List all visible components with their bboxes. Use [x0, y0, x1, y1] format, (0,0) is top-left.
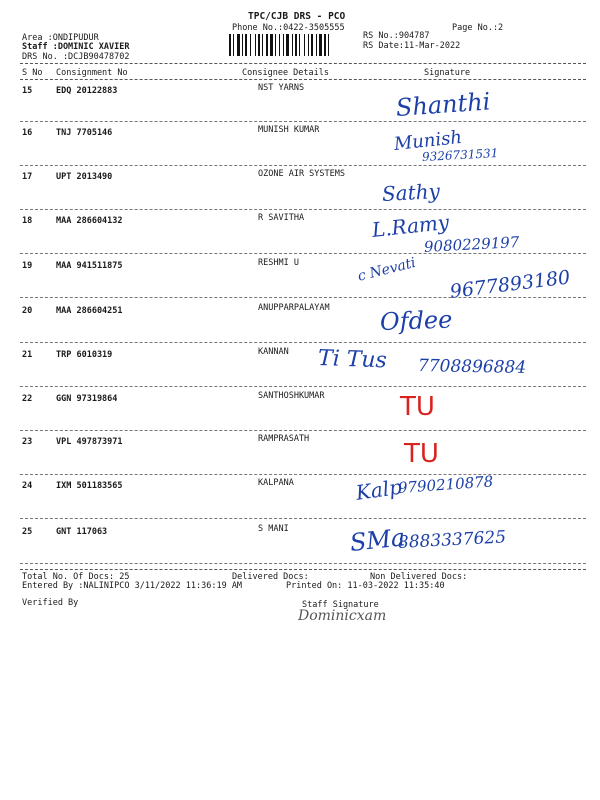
row-consignment-number: VPL 497873971	[56, 437, 123, 447]
row-consignee-name: SANTHOSHKUMAR	[258, 391, 325, 401]
row-consignment-number: EDQ 20122883	[56, 86, 118, 96]
row-consignee-name: ANUPPARPALAYAM	[258, 303, 330, 313]
non-delivered-docs: Non Delivered Docs:	[370, 572, 468, 582]
row-consignee-name: MUNISH KUMAR	[258, 125, 320, 135]
area-label: Area :ONDIPUDUR	[22, 33, 99, 43]
staff-signature-handwriting: Dominicxam	[298, 608, 387, 624]
row-signature-handwriting: Munish	[392, 126, 463, 155]
row-signature-handwriting: SMa	[348, 523, 407, 557]
row-signature-handwriting: Sathy	[381, 178, 441, 206]
row-consignment-number: MAA 286604132	[56, 216, 123, 226]
consignment-row	[0, 346, 600, 394]
phone-number: Phone No.:0422-3505555	[232, 23, 345, 33]
row-consignee-name: R SAVITHA	[258, 213, 305, 223]
row-serial-number: 22	[22, 394, 33, 404]
row-signature-handwriting: L.Ramy	[370, 209, 451, 242]
row-consignment-number: GNT 117063	[56, 527, 108, 537]
verified-by-label: Verified By	[22, 598, 79, 608]
row-divider	[20, 430, 586, 431]
consignment-row	[0, 523, 600, 571]
row-signature-handwriting: Shanthi	[395, 87, 492, 122]
row-handwritten-phone: 9080229197	[423, 233, 520, 256]
footer-divider	[20, 569, 586, 570]
row-serial-number: 23	[22, 437, 33, 447]
row-divider	[20, 386, 586, 387]
row-divider	[20, 518, 586, 519]
row-consignee-name: KANNAN	[258, 347, 289, 357]
row-handwritten-phone: 9677893180	[448, 266, 572, 303]
row-consignee-name: RAMPRASATH	[258, 434, 310, 444]
staff-label: Staff :DOMINIC XAVIER	[22, 42, 130, 52]
col-header-signature: Signature	[424, 68, 471, 78]
rs-date: RS Date:11-Mar-2022	[363, 41, 461, 51]
row-serial-number: 21	[22, 350, 33, 360]
row-divider	[20, 563, 586, 564]
row-serial-number: 16	[22, 128, 33, 138]
row-signature-handwriting: Ti Tus	[317, 346, 388, 374]
document-title: TPC/CJB DRS - PCO	[248, 11, 346, 22]
row-divider	[20, 474, 586, 475]
row-serial-number: 17	[22, 172, 33, 182]
row-consignment-number: UPT 2013490	[56, 172, 113, 182]
consignment-row	[0, 83, 600, 130]
row-signature-handwriting: Kalp	[354, 474, 404, 505]
row-consignee-name: NST YARNS	[258, 83, 305, 93]
row-consignment-number: GGN 97319864	[56, 394, 118, 404]
consignment-row	[0, 303, 600, 350]
row-divider	[20, 165, 586, 166]
row-consignee-name: OZONE AIR SYSTEMS	[258, 169, 345, 179]
row-consignee-name: S MANI	[258, 524, 289, 534]
page-number: Page No.:2	[452, 23, 504, 33]
row-consignment-number: TRP 6010319	[56, 350, 113, 360]
row-handwritten-phone: 7708896884	[417, 356, 527, 378]
row-consignment-number: MAA 286604251	[56, 306, 123, 316]
row-consignee-name: RESHMI U	[258, 258, 299, 268]
row-consignee-name: KALPANA	[258, 478, 294, 488]
barcode-image	[228, 34, 360, 56]
row-divider	[20, 297, 586, 298]
row-serial-number: 18	[22, 216, 33, 226]
column-header-divider	[20, 79, 586, 80]
row-consignment-number: IXM 501183565	[56, 481, 123, 491]
row-divider	[20, 121, 586, 122]
printed-on: Printed On: 11-03-2022 11:35:40	[286, 581, 445, 591]
drs-number: DRS No. :DCJB90478702	[22, 52, 130, 62]
staff-signature-label: Staff Signature	[302, 600, 379, 610]
row-signature-handwriting: Ofdee	[379, 305, 453, 336]
col-header-sno: S No	[22, 68, 43, 78]
header-divider	[20, 63, 586, 64]
consignment-row	[0, 391, 600, 438]
row-divider	[20, 253, 586, 254]
row-consignment-number: TNJ 7705146	[56, 128, 113, 138]
row-signature-handwriting: TU	[404, 439, 439, 469]
consignment-row	[0, 254, 600, 305]
row-handwritten-phone: 9326731531	[421, 146, 499, 164]
row-handwritten-phone: 8883337625	[397, 527, 507, 553]
row-serial-number: 19	[22, 261, 33, 271]
row-signature-handwriting: TU	[400, 392, 435, 422]
row-divider	[20, 342, 586, 343]
delivered-docs: Delivered Docs:	[232, 572, 309, 582]
rs-number: RS No.:904787	[363, 31, 430, 41]
row-consignment-number: MAA 941511875	[56, 261, 123, 271]
row-signature-handwriting: c Nevati	[356, 254, 418, 285]
row-serial-number: 24	[22, 481, 33, 491]
row-serial-number: 15	[22, 86, 33, 96]
row-divider	[20, 209, 586, 210]
col-header-consignee: Consignee Details	[242, 68, 329, 78]
row-serial-number: 20	[22, 306, 33, 316]
row-serial-number: 25	[22, 527, 33, 537]
col-header-consignment: Consignment No	[56, 68, 128, 78]
entered-by: Entered By :NALINIPCO 3/11/2022 11:36:19 AM	[22, 581, 243, 591]
row-handwritten-phone: 9790210878	[397, 472, 494, 497]
total-docs: Total No. Of Docs: 25	[22, 572, 130, 582]
